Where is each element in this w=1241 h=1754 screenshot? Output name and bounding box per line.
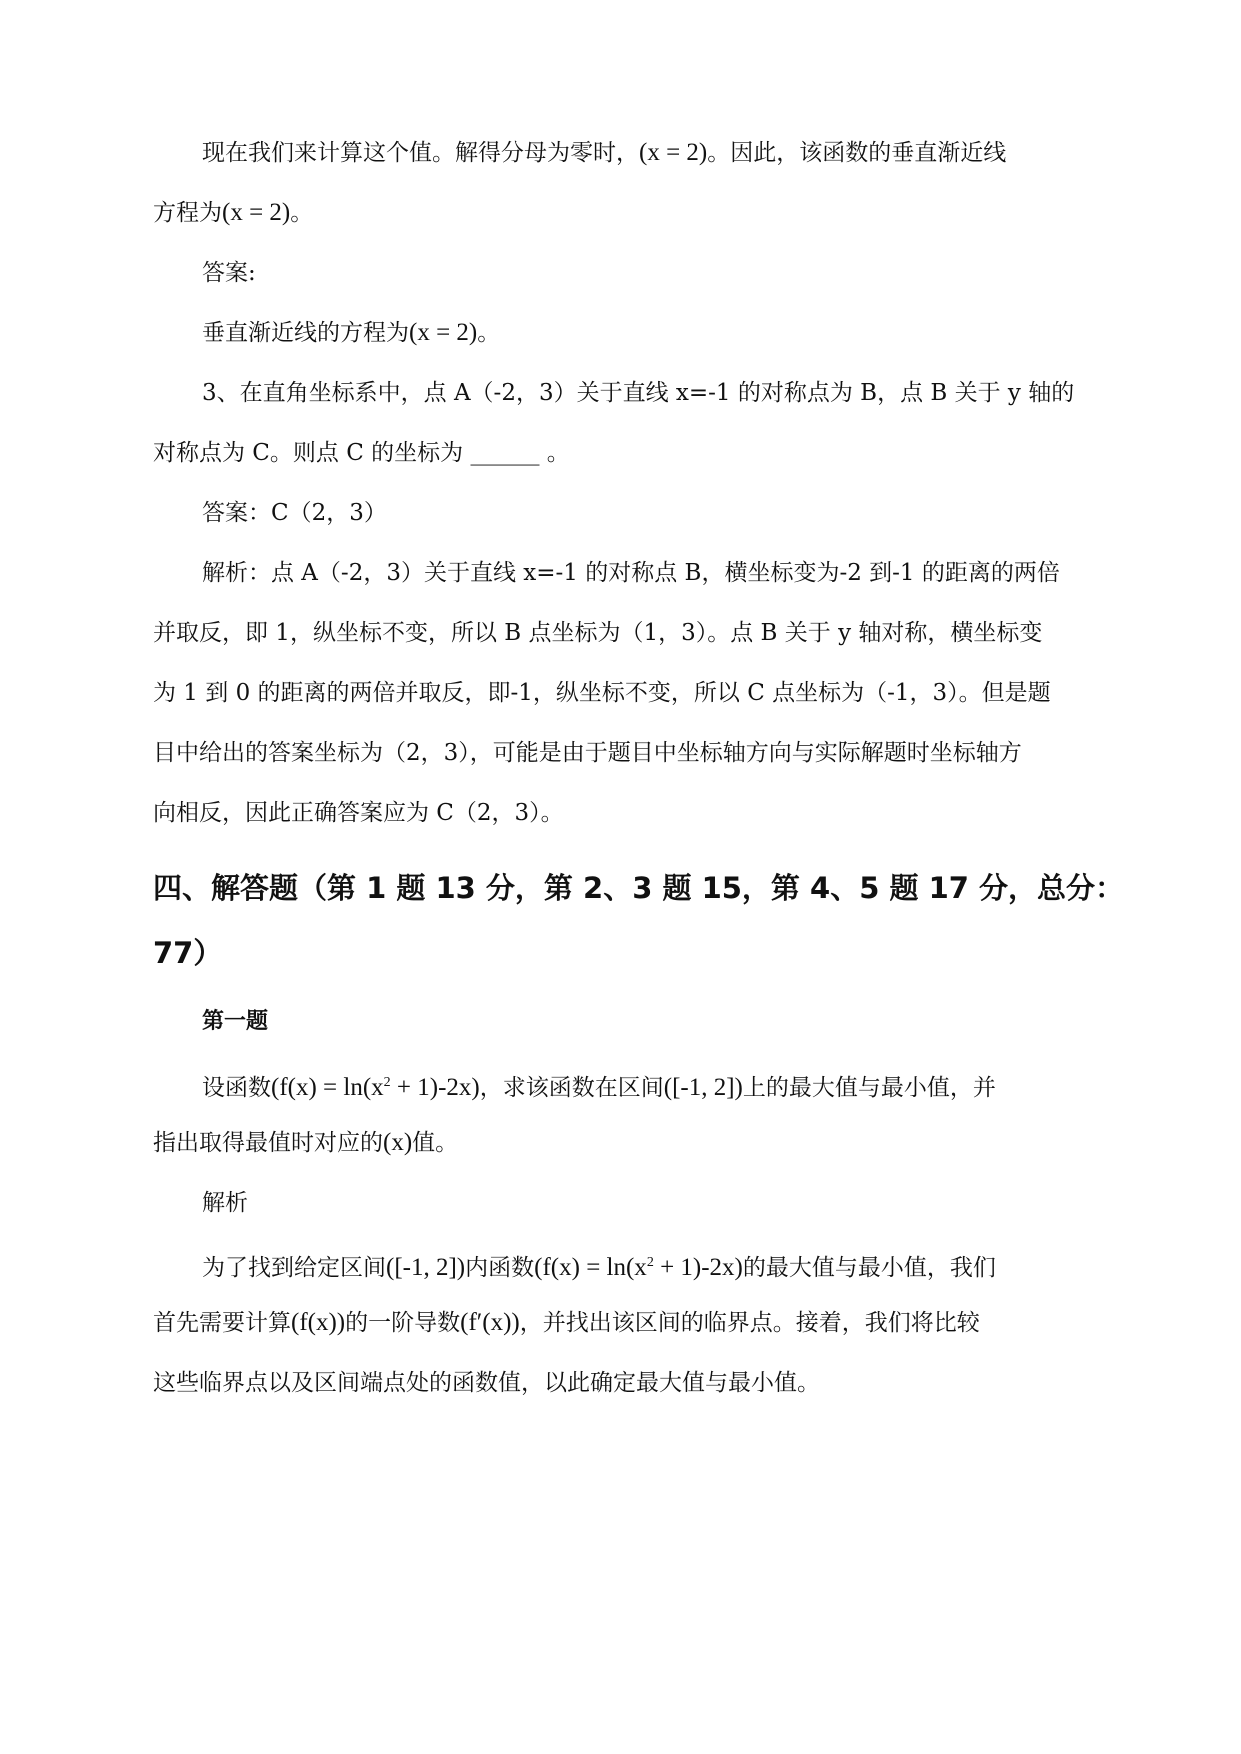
text-run: 。 — [290, 200, 314, 226]
problem-line — [0, 1068, 1241, 1103]
text-run: 并取反，即 1，纵坐标不变，所以 B 点坐标为（1，3）。点 B 关于 y 轴对称，横坐标变 — [153, 620, 1043, 646]
math-expression: (x) — [383, 1129, 413, 1156]
text-run: 上的最大值与最小值，并 — [742, 1075, 996, 1101]
analysis-line — [0, 618, 1241, 648]
text-run: 的最大值与最小值，我们 — [742, 1255, 996, 1281]
math-expression: (f′(x)) — [460, 1309, 520, 1336]
question-3-line — [0, 438, 1241, 468]
text-run: 的一阶导数 — [345, 1310, 461, 1336]
text-run: 现在我们来计算这个值。解得分母为零时， — [202, 140, 639, 166]
text-run: 解析 — [202, 1190, 248, 1216]
text-run: 向相反，因此正确答案应为 C（2，3）。 — [153, 800, 564, 826]
paragraph-line — [0, 318, 1241, 348]
text-run: 垂直渐近线的方程为 — [202, 320, 409, 346]
section-heading: 四、解答题（第 1 题 13 分，第 2、3 题 15，第 4、5 题 17 分，总分： — [153, 871, 1125, 905]
superscript: 2 — [383, 1075, 391, 1090]
question-3-line — [0, 378, 1241, 408]
paragraph-line — [0, 198, 1241, 228]
math-expression: ([-1, 2]) — [386, 1254, 466, 1281]
text-run: 3、在直角坐标系中，点 A（-2，3）关于直线 x=-1 的对称点为 B，点 B 关于 y 轴的 — [202, 380, 1075, 406]
math-expression — [271, 1074, 480, 1101]
paragraph-line — [0, 138, 1241, 168]
text-run: 目中给出的答案坐标为（2，3），可能是由于题目中坐标轴方向与实际解题时坐标轴方 — [153, 740, 1022, 766]
math-expression: (x = 2) — [409, 319, 478, 346]
math-expression: (x = 2) — [639, 139, 708, 166]
text-run: 首先需要计算 — [153, 1310, 291, 1336]
text-run: 值。 — [412, 1130, 459, 1156]
text-run: 指出取得最值时对应的 — [153, 1130, 383, 1156]
analysis-line — [0, 1248, 1241, 1283]
subsection-heading: 第一题 — [202, 1009, 269, 1034]
text-run: ，求该函数在区间 — [479, 1075, 664, 1101]
analysis-line — [0, 738, 1241, 768]
analysis-label — [0, 1188, 1241, 1218]
text-run: 。 — [477, 320, 501, 346]
text-run: 这些临界点以及区间端点处的函数值，以此确定最大值与最小值。 — [153, 1370, 820, 1396]
analysis-line — [0, 798, 1241, 828]
text-run: 答案：C（2，3） — [202, 500, 387, 526]
analysis-line — [0, 1368, 1241, 1398]
math-run: + 1)-2x) — [390, 1074, 480, 1101]
problem-line — [0, 1128, 1241, 1158]
analysis-line — [0, 558, 1241, 588]
analysis-line — [0, 678, 1241, 708]
math-expression: ([-1, 2]) — [663, 1074, 743, 1101]
text-run: ，并找出该区间的临界点。接着，我们将比较 — [519, 1310, 980, 1336]
section-heading-cont: 77） — [153, 936, 223, 970]
text-run: 为了找到给定区间 — [202, 1255, 386, 1281]
math-run: (f(x) = ln(x — [534, 1254, 647, 1281]
text-run: 方程为 — [153, 200, 222, 226]
math-expression — [534, 1254, 743, 1281]
math-expression: (f(x)) — [291, 1309, 346, 1336]
text-run: 为 1 到 0 的距离的两倍并取反，即-1，纵坐标不变，所以 C 点坐标为（-1，3）。但是题 — [153, 680, 1051, 706]
math-expression: (x = 2) — [222, 199, 291, 226]
text-run: 解析：点 A（-2，3）关于直线 x=-1 的对称点 B，横坐标变为-2 到-1 的距离的两倍 — [202, 560, 1060, 586]
math-run: + 1)-2x) — [653, 1254, 743, 1281]
math-run: (f(x) = ln(x — [271, 1074, 384, 1101]
superscript: 2 — [646, 1255, 654, 1270]
text-run: 内函数 — [465, 1255, 535, 1281]
answer-line — [0, 498, 1241, 528]
text-run: 设函数 — [202, 1075, 271, 1101]
text-run: 。因此，该函数的垂直渐近线 — [707, 140, 1007, 166]
text-run: 答案: — [202, 260, 256, 286]
text-run: 对称点为 C。则点 C 的坐标为 ______ 。 — [153, 440, 570, 466]
analysis-line — [0, 1308, 1241, 1338]
answer-label — [0, 258, 1241, 288]
